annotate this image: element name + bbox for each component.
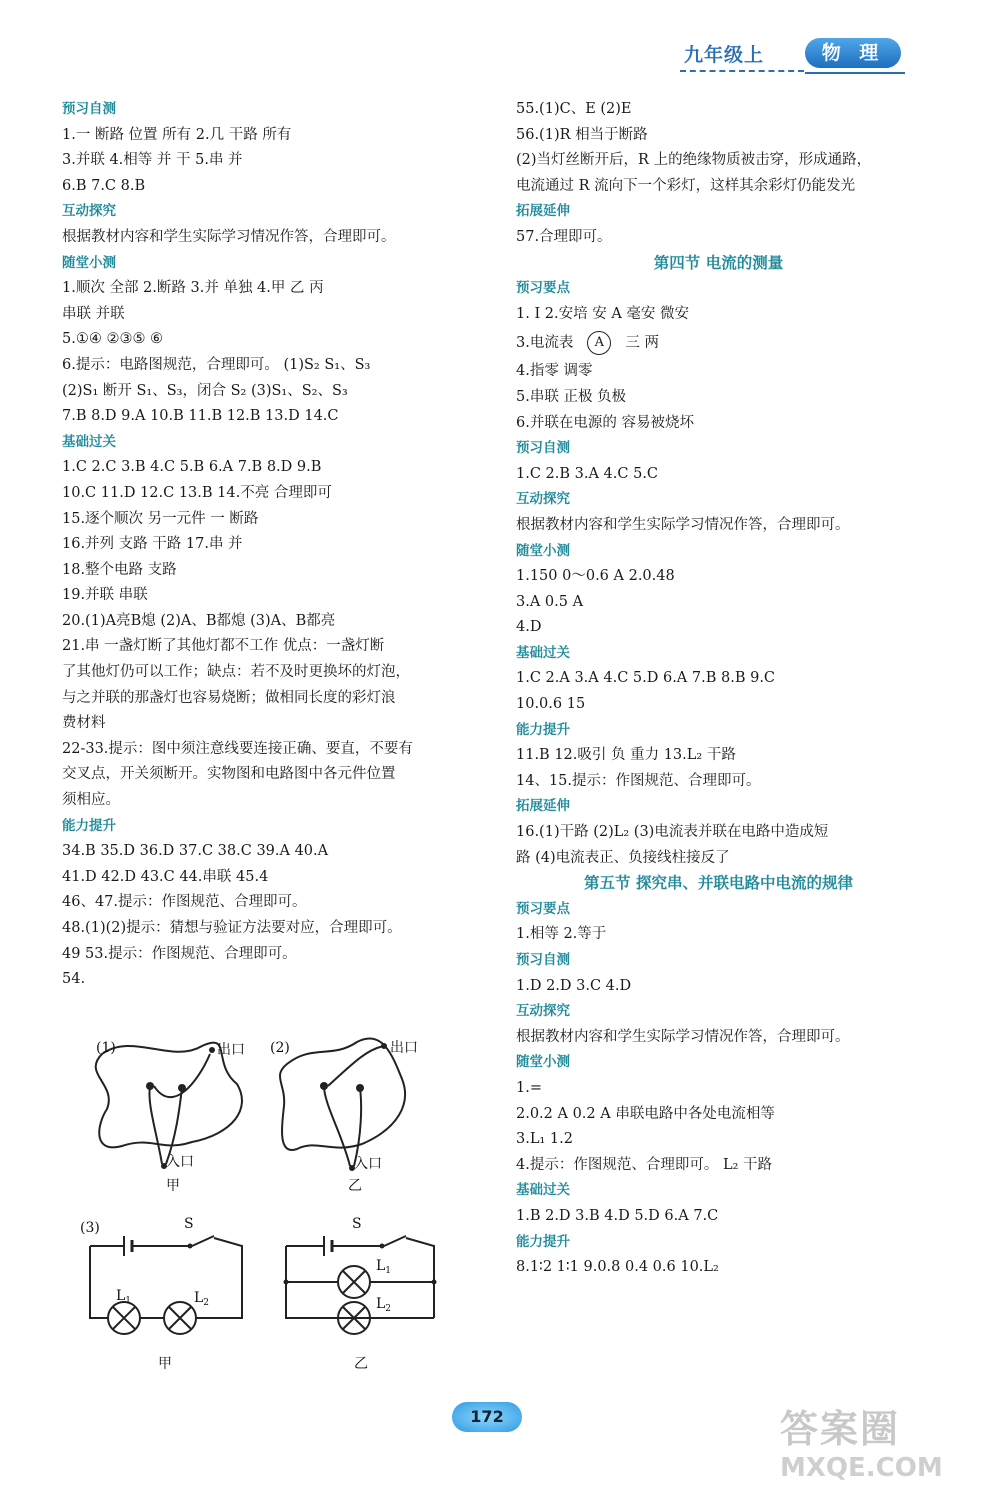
- section-heading: 能力提升: [62, 817, 116, 834]
- answer-line: 55.(1)C、E (2)E: [516, 101, 632, 117]
- answer-line: 1.C 2.B 3.A 4.C 5.C: [516, 465, 659, 482]
- answer-line: 7.B 8.D 9.A 10.B 11.B 12.B 13.D 14.C: [62, 408, 339, 425]
- section-heading: 拓展延伸: [516, 203, 570, 220]
- answer-line: 4.提示：作图规范、合理即可。 L₂ 干路: [516, 1156, 772, 1173]
- answer-line: 5.①④ ②③⑤ ⑥: [62, 331, 164, 348]
- lamp-label-l2-series: $L_2$: [194, 1290, 210, 1308]
- section-heading: 随堂小测: [516, 542, 570, 559]
- answer-line: 3.L₁ 1.2: [516, 1131, 573, 1148]
- answer-line: 4.D: [516, 619, 542, 636]
- section-heading: 随堂小测: [62, 254, 116, 271]
- exit-label-1: 出口: [217, 1042, 245, 1058]
- caption-jia-3: 甲: [158, 1356, 172, 1372]
- answer-line: 1.B 2.D 3.B 4.D 5.D 6.A 7.C: [516, 1207, 719, 1224]
- answer-line: 57.合理即可。: [516, 228, 612, 245]
- header-grade: 九年级上: [684, 44, 765, 66]
- answer-line: 与之并联的那盏灯也容易烧断；做相同长度的彩灯浪: [62, 689, 396, 706]
- header-dash-line: [680, 70, 804, 72]
- entrance-label-1: 入口: [166, 1154, 194, 1170]
- answer-line: 交叉点，开关须断开。实物图和电路图中各元件位置: [62, 766, 396, 783]
- answer-line: 1.C 2.A 3.A 4.C 5.D 6.A 7.B 8.B 9.C: [516, 670, 776, 687]
- answer-line: 48.(1)(2)提示：猜想与验证方法要对应，合理即可。: [62, 920, 402, 936]
- lamp-label-l2-parallel: $L_2$: [376, 1296, 392, 1314]
- answer-line: 20.(1)A亮B熄 (2)A、B都熄 (3)A、B都亮: [62, 612, 336, 629]
- exit-label-2: 出口: [390, 1040, 418, 1056]
- section-heading: 能力提升: [516, 721, 570, 738]
- panel-1-label: (1): [96, 1040, 116, 1056]
- answer-text: 3.电流表: [516, 335, 574, 352]
- answer-line: 根据教材内容和学生实际学习情况作答，合理即可。: [516, 516, 850, 533]
- answer-line: 1.相等 2.等于: [516, 926, 607, 943]
- section-heading: 预习要点: [516, 280, 570, 297]
- switch-blade-2: [384, 1236, 406, 1246]
- caption-jia-1: 甲: [166, 1178, 180, 1194]
- answer-line: 3.并联 4.相等 并 干 5.串 并: [62, 152, 243, 169]
- section-heading: 预习要点: [516, 900, 570, 917]
- answer-line: 串联 并联: [62, 305, 125, 322]
- ammeter-symbol-icon: A: [587, 331, 611, 355]
- answer-line: 电流通过 R 流向下一个彩灯，这样其余彩灯仍能发光: [516, 177, 856, 194]
- answer-line: [516, 327, 921, 359]
- answer-line: 10.C 11.D 12.C 13.B 14.不亮 合理即可: [62, 484, 332, 501]
- wire-2c: [328, 1046, 384, 1086]
- watermark: [780, 1398, 990, 1483]
- answer-line: 19.并联 串联: [62, 587, 148, 604]
- chapter-section-title: 第四节 电流的测量: [653, 253, 784, 272]
- maze-outline-1: [96, 1043, 242, 1148]
- answer-line: 2.0.2 A 0.2 A 串联电路中各处电流相等: [516, 1105, 775, 1122]
- wire-2a: [324, 1086, 350, 1166]
- section-heading: 能力提升: [516, 1233, 570, 1250]
- answer-line: 费材料: [62, 715, 106, 732]
- answer-line: 46、47.提示：作图规范、合理即可。: [62, 894, 307, 911]
- answer-line: 6.B 7.C 8.B: [62, 177, 146, 194]
- figure-54: [62, 1024, 482, 1384]
- answer-line: 56.(1)R 相当于断路: [516, 126, 648, 143]
- lamp-socket-icons: [146, 1043, 387, 1171]
- answer-line: 1.一 断路 位置 所有 2.几 干路 所有: [62, 126, 292, 143]
- section-heading: 基础过关: [62, 433, 116, 450]
- answer-line: 1.顺次 全部 2.断路 3.并 单独 4.甲 乙 丙: [62, 280, 324, 297]
- answer-line: 54.: [62, 971, 86, 988]
- switch-label-2: S: [352, 1216, 362, 1232]
- answer-line: 路 (4)电流表正、负接线柱接反了: [516, 849, 730, 866]
- maze-outline-2: [280, 1038, 405, 1150]
- section-heading: 互动探究: [62, 203, 116, 220]
- answer-line: 22-33.提示：图中须注意线要连接正确、要直，不要有: [62, 740, 413, 757]
- caption-yi-1: 乙: [348, 1178, 362, 1194]
- section-heading: 随堂小测: [516, 1054, 570, 1071]
- answer-line: 根据教材内容和学生实际学习情况作答，合理即可。: [62, 228, 396, 245]
- answer-line: 10.0.6 15: [516, 696, 586, 713]
- wire-1b: [166, 1088, 182, 1164]
- answer-line: 41.D 42.D 43.C 44.串联 45.4: [62, 868, 269, 885]
- answer-line: 16.并列 支路 干路 17.串 并: [62, 536, 243, 553]
- parallel-circuit-wire: [286, 1238, 434, 1318]
- section-heading: 预习自测: [62, 101, 116, 117]
- caption-yi-3: 乙: [354, 1356, 368, 1372]
- section-heading: 预习自测: [516, 440, 570, 457]
- answer-line: (2)当灯丝断开后，R 上的绝缘物质被击穿，形成通路，: [516, 152, 872, 169]
- page-number: 172: [452, 1402, 522, 1432]
- right-column: [516, 97, 921, 1281]
- header-underline: [805, 72, 905, 74]
- section-heading: 互动探究: [516, 1003, 570, 1020]
- answer-line: 1.C 2.C 3.B 4.C 5.B 6.A 7.B 8.D 9.B: [62, 459, 322, 476]
- lamp-label-l1-series: $L_1$: [116, 1288, 132, 1306]
- section-heading: 基础过关: [516, 644, 570, 661]
- answer-line: 4.指零 调零: [516, 363, 593, 380]
- lamp-label-l1-parallel: $L_1$: [376, 1258, 392, 1276]
- answer-line: 了其他灯仍可以工作；缺点：若不及时更换坏的灯泡，: [62, 664, 410, 681]
- watermark-site: MXQE.COM: [780, 1453, 943, 1483]
- wire-1a: [149, 1086, 162, 1164]
- header-subject-badge: 物 理: [805, 38, 901, 68]
- answer-line: 根据教材内容和学生实际学习情况作答，合理即可。: [516, 1028, 850, 1045]
- answer-line: 14、15.提示：作图规范、合理即可。: [516, 772, 761, 789]
- wire-2b: [354, 1088, 361, 1166]
- answer-line: 34.B 35.D 36.D 37.C 38.C 39.A 40.A: [62, 843, 329, 860]
- answer-line: 6.并联在电源的 容易被烧坏: [516, 414, 694, 431]
- answer-line: 3.A 0.5 A: [516, 593, 584, 610]
- answer-line: (2)S₁ 断开 S₁、S₃，闭合 S₂ (3)S₁、S₂、S₃: [62, 382, 348, 399]
- left-column: [62, 97, 472, 993]
- answer-line: 1.D 2.D 3.C 4.D: [516, 977, 632, 994]
- answer-line: 1. I 2.安培 安 A 毫安 微安: [516, 305, 690, 322]
- chapter-section-title: 第五节 探究串、并联电路中电流的规律: [584, 874, 853, 893]
- answer-line: 21.串 一盏灯断了其他灯都不工作 优点：一盏灯断: [62, 638, 385, 655]
- answer-line: 1.=: [516, 1079, 542, 1096]
- section-heading: 互动探究: [516, 491, 570, 508]
- answer-text: 三 两: [625, 335, 659, 352]
- entrance-label-2: 入口: [354, 1156, 382, 1172]
- answer-line: 1.150 0～0.6 A 2.0.48: [516, 568, 675, 585]
- switch-label-1: S: [184, 1216, 194, 1232]
- section-heading: 拓展延伸: [516, 798, 570, 815]
- answer-line: 须相应。: [62, 792, 120, 809]
- panel-2-label: (2): [270, 1040, 290, 1056]
- answer-line: 18.整个电路 支路: [62, 561, 177, 578]
- panel-3-label: (3): [80, 1220, 100, 1236]
- section-heading: 基础过关: [516, 1182, 570, 1199]
- answer-line: 5.串联 正极 负极: [516, 388, 627, 405]
- answer-line: 16.(1)干路 (2)L₂ (3)电流表并联在电路中造成短: [516, 824, 829, 841]
- watermark-logo-text: 答案圈: [780, 1407, 901, 1451]
- switch-blade-1: [192, 1236, 214, 1246]
- answer-line: 11.B 12.吸引 负 重力 13.L₂ 干路: [516, 747, 736, 764]
- answer-line: 6.提示：电路图规范，合理即可。 (1)S₂ S₁、S₃: [62, 356, 371, 373]
- answer-line: 15.逐个顺次 另一元件 一 断路: [62, 510, 259, 527]
- answer-line: 49 53.提示：作图规范、合理即可。: [62, 945, 297, 962]
- answer-line: 8.1∶2 1∶1 9.0.8 0.4 0.6 10.L₂: [516, 1259, 719, 1276]
- section-heading: 预习自测: [516, 952, 570, 968]
